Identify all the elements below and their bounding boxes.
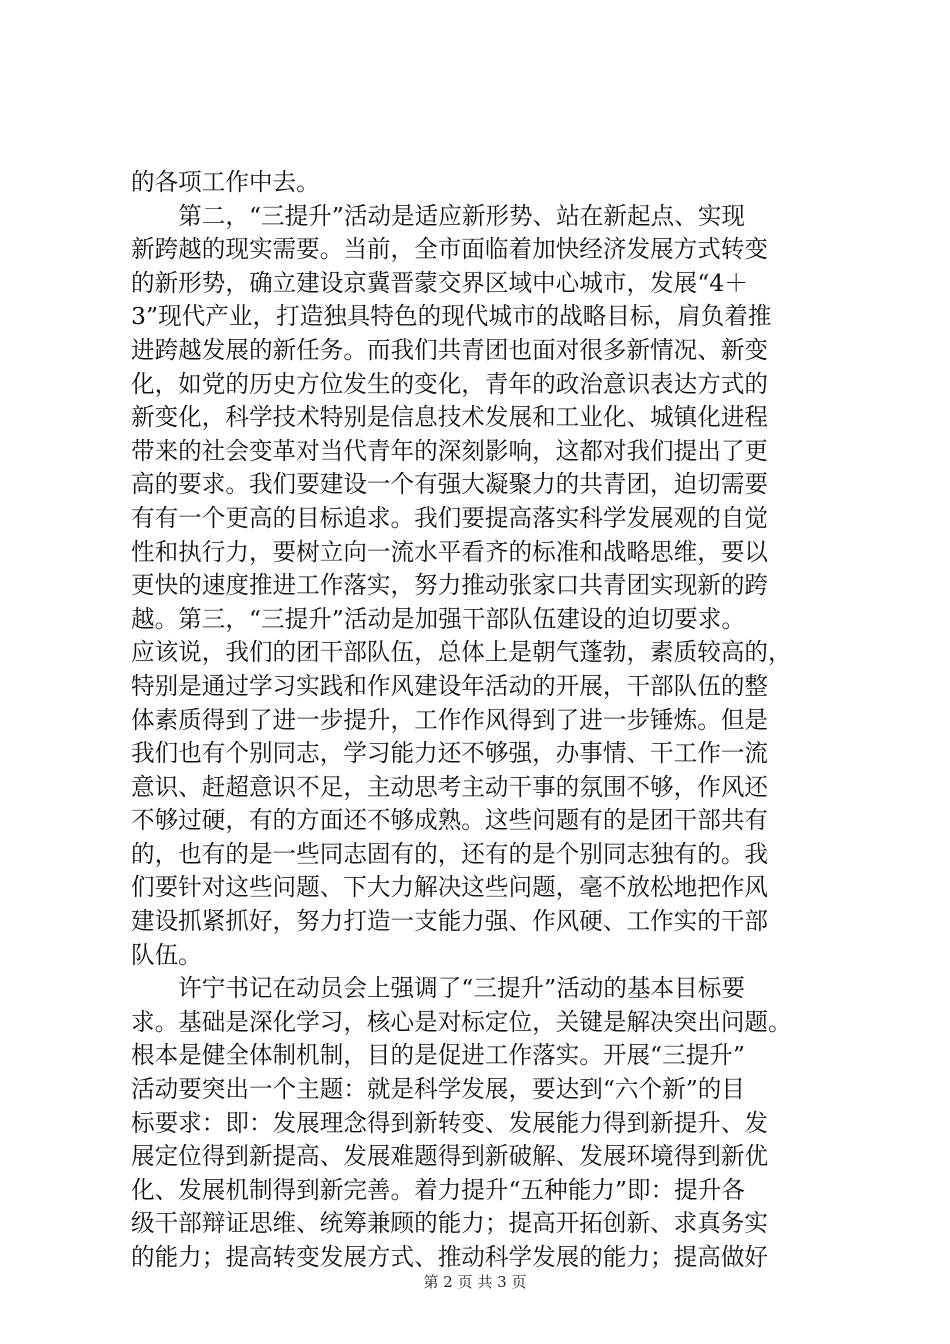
document-body	[131, 166, 831, 1275]
text-line: 我们也有个别同志，学习能力还不够强，办事情、干工作一流	[131, 739, 769, 768]
page-number-footer: 第 2 页 共 3 页	[423, 1273, 527, 1291]
text-line: 带来的社会变革对当代青年的深刻影响，这都对我们提出了更	[131, 436, 769, 465]
text-line: 有有一个更高的目标追求。我们要提高落实科学发展观的自觉	[131, 503, 769, 532]
text-line: 级干部辩证思维、统筹兼顾的能力；提高开拓创新、求真务实	[131, 1209, 769, 1238]
text-line: 化、发展机制得到新完善。着力提升“五种能力”即：提升各	[131, 1175, 745, 1204]
text-line: 应该说，我们的团干部队伍，总体上是朝气蓬勃，素质较高的，	[131, 638, 792, 667]
text-line: 队伍。	[131, 940, 202, 969]
text-line: 意识、赶超意识不足，主动思考主动干事的氛围不够，作风还	[131, 772, 769, 801]
text-line: 新变化，科学技术特别是信息技术发展和工业化、城镇化进程	[131, 403, 769, 432]
text-line: 化，如党的历史方位发生的变化，青年的政治意识表达方式的	[131, 369, 769, 398]
text-line: 新跨越的现实需要。当前，全市面临着加快经济发展方式转变	[131, 235, 769, 264]
text-line: 的新形势，确立建设京冀晋蒙交界区域中心城市，发展“4＋	[131, 268, 748, 297]
text-line: 更快的速度推进工作落实，努力推动张家口共青团实现新的跨	[131, 571, 769, 600]
text-line: 求。基础是深化学习，核心是对标定位，关键是解决突出问题。	[131, 1007, 792, 1036]
text-line: 展定位得到新提高、发展难题得到新破解、发展环境得到新优	[131, 1142, 769, 1171]
text-line: 建设抓紧抓好，努力打造一支能力强、作风硬、工作实的干部	[131, 907, 769, 936]
text-line: 的，也有的是一些同志固有的，还有的是个别同志独有的。我	[131, 839, 769, 868]
text-line: 标要求：即：发展理念得到新转变、发展能力得到新提升、发	[131, 1108, 769, 1137]
text-line: 越。第三，“三提升”活动是加强干部队伍建设的迫切要求。	[131, 604, 745, 633]
text-line: 不够过硬，有的方面还不够成熟。这些问题有的是团干部共有	[131, 806, 769, 835]
text-line: 活动要突出一个主题：就是科学发展，要达到“六个新”的目	[131, 1075, 745, 1104]
text-line: 3”现代产业，打造独具特色的现代城市的战略目标，肩负着推	[131, 302, 772, 331]
text-line: 们要针对这些问题、下大力解决这些问题，毫不放松地把作风	[131, 873, 769, 902]
text-line: 体素质得到了进一步提升，工作作风得到了进一步锤炼。但是	[131, 705, 769, 734]
text-line: 根本是健全体制机制，目的是促进工作落实。开展“三提升”	[131, 1041, 745, 1070]
text-line: 第二，“三提升”活动是适应新形势、站在新起点、实现	[131, 201, 745, 230]
text-line: 进跨越发展的新任务。而我们共青团也面对很多新情况、新变	[131, 335, 769, 364]
text-line: 性和执行力，要树立向一流水平看齐的标准和战略思维，要以	[131, 537, 769, 566]
text-line: 的各项工作中去。	[131, 168, 320, 196]
text-line: 的能力；提高转变发展方式、推动科学发展的能力；提高做好	[131, 1243, 769, 1271]
text-line: 高的要求。我们要建设一个有强大凝聚力的共青团，迫切需要	[131, 470, 769, 499]
text-line: 特别是通过学习实践和作风建设年活动的开展，干部队伍的整	[131, 671, 769, 700]
text-line: 许宁书记在动员会上强调了“三提升”活动的基本目标要	[131, 974, 745, 1003]
